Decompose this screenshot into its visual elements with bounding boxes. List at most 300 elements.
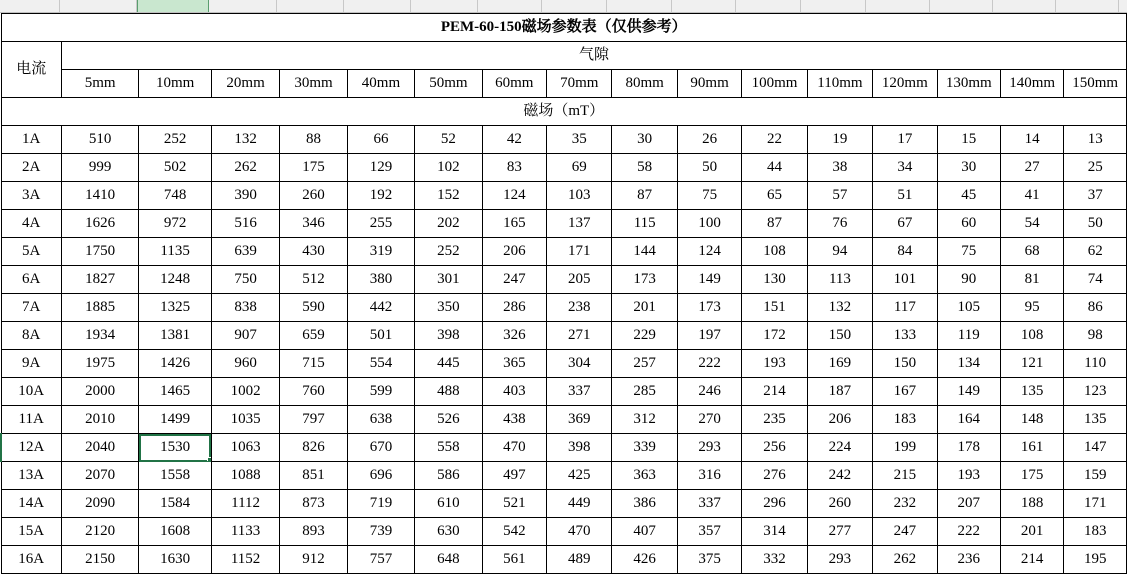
cell-2A-150mm[interactable]: 25 <box>1064 154 1127 182</box>
cell-13A-70mm[interactable]: 425 <box>547 462 612 490</box>
cell-16A-5mm[interactable]: 2150 <box>61 546 139 574</box>
cell-8A-150mm[interactable]: 98 <box>1064 322 1127 350</box>
cell-16A-120mm[interactable]: 262 <box>873 546 937 574</box>
cell-8A-120mm[interactable]: 133 <box>873 322 937 350</box>
cell-10A-130mm[interactable]: 149 <box>937 378 1000 406</box>
cell-4A-80mm[interactable]: 115 <box>612 210 677 238</box>
cell-5A-70mm[interactable]: 171 <box>547 238 612 266</box>
table-row <box>1 266 1127 294</box>
cell-7A-5mm[interactable]: 1885 <box>61 294 139 322</box>
cell-10A-5mm[interactable]: 2000 <box>61 378 139 406</box>
cell-13A-5mm[interactable]: 2070 <box>61 462 139 490</box>
cell-14A-5mm[interactable]: 2090 <box>61 490 139 518</box>
cell-12A-70mm[interactable]: 398 <box>547 434 612 462</box>
cell-5A-30mm[interactable]: 430 <box>280 238 347 266</box>
cell-16A-80mm[interactable]: 426 <box>612 546 677 574</box>
column-header-strip[interactable] <box>0 0 1127 13</box>
cell-10A-10mm[interactable]: 1465 <box>139 378 211 406</box>
cell-3A-10mm[interactable]: 748 <box>139 182 211 210</box>
gap-column-140mm: 140mm <box>1000 70 1063 98</box>
column-header-P[interactable] <box>993 0 1056 12</box>
cell-8A-100mm[interactable]: 172 <box>742 322 807 350</box>
cell-11A-30mm[interactable]: 797 <box>280 406 347 434</box>
cell-1A-150mm[interactable]: 13 <box>1064 126 1127 154</box>
cell-13A-10mm[interactable]: 1558 <box>139 462 211 490</box>
table-row <box>1 210 1127 238</box>
cell-3A-150mm[interactable]: 37 <box>1064 182 1127 210</box>
cell-11A-10mm[interactable]: 1499 <box>139 406 211 434</box>
gap-header-row <box>1 42 1127 70</box>
cell-9A-90mm[interactable]: 222 <box>677 350 741 378</box>
cell-14A-40mm[interactable]: 719 <box>347 490 414 518</box>
gap-column-100mm: 100mm <box>742 70 807 98</box>
cell-13A-100mm[interactable]: 276 <box>742 462 807 490</box>
cell-6A-20mm[interactable]: 750 <box>211 266 279 294</box>
cell-8A-130mm[interactable]: 119 <box>937 322 1000 350</box>
cell-4A-50mm[interactable]: 202 <box>415 210 482 238</box>
cell-15A-50mm[interactable]: 630 <box>415 518 482 546</box>
cell-13A-80mm[interactable]: 363 <box>612 462 677 490</box>
cell-9A-60mm[interactable]: 365 <box>482 350 546 378</box>
cell-6A-50mm[interactable]: 301 <box>415 266 482 294</box>
cell-11A-120mm[interactable]: 183 <box>873 406 937 434</box>
cell-15A-100mm[interactable]: 314 <box>742 518 807 546</box>
cell-7A-80mm[interactable]: 201 <box>612 294 677 322</box>
cell-10A-40mm[interactable]: 599 <box>347 378 414 406</box>
cell-1A-30mm[interactable]: 88 <box>280 126 347 154</box>
cell-11A-100mm[interactable]: 235 <box>742 406 807 434</box>
cell-12A-20mm[interactable]: 1063 <box>211 434 279 462</box>
cell-7A-110mm[interactable]: 132 <box>807 294 872 322</box>
cell-3A-50mm[interactable]: 152 <box>415 182 482 210</box>
cell-14A-10mm[interactable]: 1584 <box>139 490 211 518</box>
cell-13A-110mm[interactable]: 242 <box>807 462 872 490</box>
cell-3A-90mm[interactable]: 75 <box>677 182 741 210</box>
cell-8A-50mm[interactable]: 398 <box>415 322 482 350</box>
cell-9A-150mm[interactable]: 110 <box>1064 350 1127 378</box>
gap-column-130mm: 130mm <box>937 70 1000 98</box>
cell-1A-130mm[interactable]: 15 <box>937 126 1000 154</box>
cell-10A-80mm[interactable]: 285 <box>612 378 677 406</box>
cell-10A-120mm[interactable]: 167 <box>873 378 937 406</box>
table-row <box>1 294 1127 322</box>
row-header-current: 15A <box>1 518 61 546</box>
row-header-current: 3A <box>1 182 61 210</box>
cell-9A-50mm[interactable]: 445 <box>415 350 482 378</box>
cell-12A-10mm-selected[interactable]: 1530 <box>139 434 211 462</box>
row-header-current: 16A <box>1 546 61 574</box>
cell-8A-30mm[interactable]: 659 <box>280 322 347 350</box>
cell-2A-60mm[interactable]: 83 <box>482 154 546 182</box>
cell-5A-120mm[interactable]: 84 <box>873 238 937 266</box>
cell-12A-140mm[interactable]: 161 <box>1000 434 1063 462</box>
cell-12A-120mm[interactable]: 199 <box>873 434 937 462</box>
cell-15A-30mm[interactable]: 893 <box>280 518 347 546</box>
cell-16A-70mm[interactable]: 489 <box>547 546 612 574</box>
column-header-C-selected[interactable] <box>137 0 209 12</box>
cell-8A-5mm[interactable]: 1934 <box>61 322 139 350</box>
cell-6A-130mm[interactable]: 90 <box>937 266 1000 294</box>
cell-11A-80mm[interactable]: 312 <box>612 406 677 434</box>
cell-5A-140mm[interactable]: 68 <box>1000 238 1063 266</box>
column-header-Q[interactable] <box>1056 0 1119 12</box>
cell-13A-140mm[interactable]: 175 <box>1000 462 1063 490</box>
cell-14A-140mm[interactable]: 188 <box>1000 490 1063 518</box>
cell-3A-70mm[interactable]: 103 <box>547 182 612 210</box>
cell-4A-90mm[interactable]: 100 <box>677 210 741 238</box>
cell-14A-90mm[interactable]: 337 <box>677 490 741 518</box>
cell-2A-130mm[interactable]: 30 <box>937 154 1000 182</box>
cell-15A-90mm[interactable]: 357 <box>677 518 741 546</box>
cell-2A-20mm[interactable]: 262 <box>211 154 279 182</box>
column-header-J[interactable] <box>607 0 672 12</box>
cell-2A-100mm[interactable]: 44 <box>742 154 807 182</box>
cell-14A-70mm[interactable]: 449 <box>547 490 612 518</box>
row-header-current: 2A <box>1 154 61 182</box>
cell-10A-150mm[interactable]: 123 <box>1064 378 1127 406</box>
cell-2A-120mm[interactable]: 34 <box>873 154 937 182</box>
cell-1A-90mm[interactable]: 26 <box>677 126 741 154</box>
cell-7A-20mm[interactable]: 838 <box>211 294 279 322</box>
cell-8A-40mm[interactable]: 501 <box>347 322 414 350</box>
cell-12A-5mm[interactable]: 2040 <box>61 434 139 462</box>
cell-1A-140mm[interactable]: 14 <box>1000 126 1063 154</box>
cell-12A-130mm[interactable]: 178 <box>937 434 1000 462</box>
cell-5A-5mm[interactable]: 1750 <box>61 238 139 266</box>
cell-14A-50mm[interactable]: 610 <box>415 490 482 518</box>
cell-4A-100mm[interactable]: 87 <box>742 210 807 238</box>
cell-15A-110mm[interactable]: 277 <box>807 518 872 546</box>
cell-7A-100mm[interactable]: 151 <box>742 294 807 322</box>
cell-11A-150mm[interactable]: 135 <box>1064 406 1127 434</box>
cell-6A-90mm[interactable]: 149 <box>677 266 741 294</box>
cell-4A-10mm[interactable]: 972 <box>139 210 211 238</box>
cell-9A-120mm[interactable]: 150 <box>873 350 937 378</box>
cell-8A-70mm[interactable]: 271 <box>547 322 612 350</box>
cell-12A-60mm[interactable]: 470 <box>482 434 546 462</box>
row-header-current: 6A <box>1 266 61 294</box>
cell-16A-20mm[interactable]: 1152 <box>211 546 279 574</box>
column-header-A[interactable] <box>0 0 60 12</box>
cell-10A-100mm[interactable]: 214 <box>742 378 807 406</box>
column-header-O[interactable] <box>930 0 993 12</box>
cell-7A-50mm[interactable]: 350 <box>415 294 482 322</box>
cell-11A-140mm[interactable]: 148 <box>1000 406 1063 434</box>
cell-16A-50mm[interactable]: 648 <box>415 546 482 574</box>
cell-14A-60mm[interactable]: 521 <box>482 490 546 518</box>
cell-2A-10mm[interactable]: 502 <box>139 154 211 182</box>
cell-4A-140mm[interactable]: 54 <box>1000 210 1063 238</box>
cell-3A-80mm[interactable]: 87 <box>612 182 677 210</box>
cell-2A-50mm[interactable]: 102 <box>415 154 482 182</box>
cell-13A-120mm[interactable]: 215 <box>873 462 937 490</box>
cell-1A-120mm[interactable]: 17 <box>873 126 937 154</box>
cell-16A-100mm[interactable]: 332 <box>742 546 807 574</box>
cell-16A-40mm[interactable]: 757 <box>347 546 414 574</box>
cell-5A-90mm[interactable]: 124 <box>677 238 741 266</box>
cell-12A-90mm[interactable]: 293 <box>677 434 741 462</box>
cell-15A-5mm[interactable]: 2120 <box>61 518 139 546</box>
cell-8A-20mm[interactable]: 907 <box>211 322 279 350</box>
cell-1A-20mm[interactable]: 132 <box>211 126 279 154</box>
cell-1A-60mm[interactable]: 42 <box>482 126 546 154</box>
gap-column-40mm: 40mm <box>347 70 414 98</box>
cell-10A-70mm[interactable]: 337 <box>547 378 612 406</box>
row-header-current: 8A <box>1 322 61 350</box>
cell-13A-50mm[interactable]: 586 <box>415 462 482 490</box>
cell-11A-40mm[interactable]: 638 <box>347 406 414 434</box>
cell-8A-60mm[interactable]: 326 <box>482 322 546 350</box>
cell-6A-100mm[interactable]: 130 <box>742 266 807 294</box>
cell-12A-80mm[interactable]: 339 <box>612 434 677 462</box>
column-header-N[interactable] <box>866 0 930 12</box>
cell-7A-140mm[interactable]: 95 <box>1000 294 1063 322</box>
cell-3A-40mm[interactable]: 192 <box>347 182 414 210</box>
table-row <box>1 546 1127 574</box>
column-header-E[interactable] <box>277 0 344 12</box>
cell-9A-130mm[interactable]: 134 <box>937 350 1000 378</box>
cell-14A-80mm[interactable]: 386 <box>612 490 677 518</box>
cell-9A-80mm[interactable]: 257 <box>612 350 677 378</box>
gap-column-80mm: 80mm <box>612 70 677 98</box>
cell-16A-140mm[interactable]: 214 <box>1000 546 1063 574</box>
cell-14A-20mm[interactable]: 1112 <box>211 490 279 518</box>
cell-5A-100mm[interactable]: 108 <box>742 238 807 266</box>
row-header-current: 12A <box>1 434 61 462</box>
cell-15A-20mm[interactable]: 1133 <box>211 518 279 546</box>
cell-12A-150mm[interactable]: 147 <box>1064 434 1127 462</box>
cell-6A-80mm[interactable]: 173 <box>612 266 677 294</box>
cell-15A-70mm[interactable]: 470 <box>547 518 612 546</box>
cell-4A-20mm[interactable]: 516 <box>211 210 279 238</box>
cell-6A-5mm[interactable]: 1827 <box>61 266 139 294</box>
cell-4A-40mm[interactable]: 255 <box>347 210 414 238</box>
cell-4A-70mm[interactable]: 137 <box>547 210 612 238</box>
gap-group-header: 气隙 <box>61 42 1126 70</box>
cell-11A-70mm[interactable]: 369 <box>547 406 612 434</box>
cell-8A-10mm[interactable]: 1381 <box>139 322 211 350</box>
cell-4A-5mm[interactable]: 1626 <box>61 210 139 238</box>
cell-4A-130mm[interactable]: 60 <box>937 210 1000 238</box>
cell-3A-130mm[interactable]: 45 <box>937 182 1000 210</box>
cell-2A-80mm[interactable]: 58 <box>612 154 677 182</box>
cell-7A-130mm[interactable]: 105 <box>937 294 1000 322</box>
cell-16A-30mm[interactable]: 912 <box>280 546 347 574</box>
row-header-current: 10A <box>1 378 61 406</box>
cell-10A-50mm[interactable]: 488 <box>415 378 482 406</box>
cell-2A-140mm[interactable]: 27 <box>1000 154 1063 182</box>
cell-15A-10mm[interactable]: 1608 <box>139 518 211 546</box>
cell-5A-60mm[interactable]: 206 <box>482 238 546 266</box>
column-header-L[interactable] <box>736 0 801 12</box>
cell-1A-10mm[interactable]: 252 <box>139 126 211 154</box>
cell-4A-60mm[interactable]: 165 <box>482 210 546 238</box>
column-header-H[interactable] <box>478 0 542 12</box>
cell-12A-30mm[interactable]: 826 <box>280 434 347 462</box>
cell-5A-80mm[interactable]: 144 <box>612 238 677 266</box>
cell-9A-70mm[interactable]: 304 <box>547 350 612 378</box>
cell-10A-90mm[interactable]: 246 <box>677 378 741 406</box>
cell-6A-150mm[interactable]: 74 <box>1064 266 1127 294</box>
cell-6A-140mm[interactable]: 81 <box>1000 266 1063 294</box>
cell-13A-40mm[interactable]: 696 <box>347 462 414 490</box>
cell-7A-60mm[interactable]: 286 <box>482 294 546 322</box>
column-header-F[interactable] <box>344 0 411 12</box>
cell-7A-10mm[interactable]: 1325 <box>139 294 211 322</box>
cell-13A-130mm[interactable]: 193 <box>937 462 1000 490</box>
cell-15A-60mm[interactable]: 542 <box>482 518 546 546</box>
cell-13A-90mm[interactable]: 316 <box>677 462 741 490</box>
cell-7A-30mm[interactable]: 590 <box>280 294 347 322</box>
cell-4A-120mm[interactable]: 67 <box>873 210 937 238</box>
cell-13A-60mm[interactable]: 497 <box>482 462 546 490</box>
cell-14A-110mm[interactable]: 260 <box>807 490 872 518</box>
cell-3A-140mm[interactable]: 41 <box>1000 182 1063 210</box>
cell-1A-40mm[interactable]: 66 <box>347 126 414 154</box>
cell-14A-150mm[interactable]: 171 <box>1064 490 1127 518</box>
cell-10A-110mm[interactable]: 187 <box>807 378 872 406</box>
cell-15A-120mm[interactable]: 247 <box>873 518 937 546</box>
cell-10A-30mm[interactable]: 760 <box>280 378 347 406</box>
cell-15A-130mm[interactable]: 222 <box>937 518 1000 546</box>
cell-9A-110mm[interactable]: 169 <box>807 350 872 378</box>
cell-7A-120mm[interactable]: 117 <box>873 294 937 322</box>
title-row <box>1 14 1127 42</box>
table-row <box>1 154 1127 182</box>
cell-5A-40mm[interactable]: 319 <box>347 238 414 266</box>
cell-7A-90mm[interactable]: 173 <box>677 294 741 322</box>
cell-11A-20mm[interactable]: 1035 <box>211 406 279 434</box>
cell-11A-5mm[interactable]: 2010 <box>61 406 139 434</box>
cell-8A-80mm[interactable]: 229 <box>612 322 677 350</box>
cell-16A-110mm[interactable]: 293 <box>807 546 872 574</box>
cell-13A-20mm[interactable]: 1088 <box>211 462 279 490</box>
cell-8A-90mm[interactable]: 197 <box>677 322 741 350</box>
cell-10A-140mm[interactable]: 135 <box>1000 378 1063 406</box>
cell-9A-20mm[interactable]: 960 <box>211 350 279 378</box>
cell-6A-70mm[interactable]: 205 <box>547 266 612 294</box>
cell-6A-30mm[interactable]: 512 <box>280 266 347 294</box>
cell-11A-50mm[interactable]: 526 <box>415 406 482 434</box>
cell-15A-150mm[interactable]: 183 <box>1064 518 1127 546</box>
column-header-K[interactable] <box>672 0 736 12</box>
cell-12A-110mm[interactable]: 224 <box>807 434 872 462</box>
cell-5A-130mm[interactable]: 75 <box>937 238 1000 266</box>
cell-14A-120mm[interactable]: 232 <box>873 490 937 518</box>
cell-2A-5mm[interactable]: 999 <box>61 154 139 182</box>
gap-column-60mm: 60mm <box>482 70 546 98</box>
cell-3A-60mm[interactable]: 124 <box>482 182 546 210</box>
cell-1A-5mm[interactable]: 510 <box>61 126 139 154</box>
cell-4A-30mm[interactable]: 346 <box>280 210 347 238</box>
cell-5A-20mm[interactable]: 639 <box>211 238 279 266</box>
cell-14A-30mm[interactable]: 873 <box>280 490 347 518</box>
cell-3A-30mm[interactable]: 260 <box>280 182 347 210</box>
column-header-B[interactable] <box>60 0 137 12</box>
table-row <box>1 462 1127 490</box>
cell-3A-120mm[interactable]: 51 <box>873 182 937 210</box>
cell-2A-110mm[interactable]: 38 <box>807 154 872 182</box>
cell-6A-110mm[interactable]: 113 <box>807 266 872 294</box>
cell-9A-30mm[interactable]: 715 <box>280 350 347 378</box>
cell-3A-100mm[interactable]: 65 <box>742 182 807 210</box>
cell-2A-30mm[interactable]: 175 <box>280 154 347 182</box>
cell-11A-110mm[interactable]: 206 <box>807 406 872 434</box>
cell-9A-5mm[interactable]: 1975 <box>61 350 139 378</box>
cell-15A-80mm[interactable]: 407 <box>612 518 677 546</box>
cell-9A-10mm[interactable]: 1426 <box>139 350 211 378</box>
cell-7A-40mm[interactable]: 442 <box>347 294 414 322</box>
cell-16A-60mm[interactable]: 561 <box>482 546 546 574</box>
cell-10A-60mm[interactable]: 403 <box>482 378 546 406</box>
cell-9A-100mm[interactable]: 193 <box>742 350 807 378</box>
cell-16A-150mm[interactable]: 195 <box>1064 546 1127 574</box>
cell-15A-40mm[interactable]: 739 <box>347 518 414 546</box>
column-header-I[interactable] <box>542 0 607 12</box>
cell-1A-80mm[interactable]: 30 <box>612 126 677 154</box>
cell-1A-70mm[interactable]: 35 <box>547 126 612 154</box>
gap-column-5mm: 5mm <box>61 70 139 98</box>
column-header-M[interactable] <box>801 0 866 12</box>
cell-8A-110mm[interactable]: 150 <box>807 322 872 350</box>
cell-11A-90mm[interactable]: 270 <box>677 406 741 434</box>
cell-5A-10mm[interactable]: 1135 <box>139 238 211 266</box>
cell-7A-150mm[interactable]: 86 <box>1064 294 1127 322</box>
cell-7A-70mm[interactable]: 238 <box>547 294 612 322</box>
column-header-G[interactable] <box>411 0 478 12</box>
cell-9A-140mm[interactable]: 121 <box>1000 350 1063 378</box>
cell-1A-50mm[interactable]: 52 <box>415 126 482 154</box>
cell-5A-50mm[interactable]: 252 <box>415 238 482 266</box>
cell-4A-150mm[interactable]: 50 <box>1064 210 1127 238</box>
row-header-current: 14A <box>1 490 61 518</box>
cell-14A-100mm[interactable]: 296 <box>742 490 807 518</box>
cell-12A-100mm[interactable]: 256 <box>742 434 807 462</box>
cell-5A-110mm[interactable]: 94 <box>807 238 872 266</box>
cell-16A-10mm[interactable]: 1630 <box>139 546 211 574</box>
cell-6A-10mm[interactable]: 1248 <box>139 266 211 294</box>
cell-6A-40mm[interactable]: 380 <box>347 266 414 294</box>
cell-1A-100mm[interactable]: 22 <box>742 126 807 154</box>
cell-15A-140mm[interactable]: 201 <box>1000 518 1063 546</box>
cell-5A-150mm[interactable]: 62 <box>1064 238 1127 266</box>
cell-3A-110mm[interactable]: 57 <box>807 182 872 210</box>
cell-13A-150mm[interactable]: 159 <box>1064 462 1127 490</box>
cell-4A-110mm[interactable]: 76 <box>807 210 872 238</box>
cell-14A-130mm[interactable]: 207 <box>937 490 1000 518</box>
cell-1A-110mm[interactable]: 19 <box>807 126 872 154</box>
cell-16A-90mm[interactable]: 375 <box>677 546 741 574</box>
cell-13A-30mm[interactable]: 851 <box>280 462 347 490</box>
cell-3A-5mm[interactable]: 1410 <box>61 182 139 210</box>
cell-2A-70mm[interactable]: 69 <box>547 154 612 182</box>
current-column-header: 电流 <box>1 42 61 98</box>
cell-2A-90mm[interactable]: 50 <box>677 154 741 182</box>
cell-11A-60mm[interactable]: 438 <box>482 406 546 434</box>
column-header-D[interactable] <box>209 0 277 12</box>
cell-9A-40mm[interactable]: 554 <box>347 350 414 378</box>
cell-2A-40mm[interactable]: 129 <box>347 154 414 182</box>
cell-6A-60mm[interactable]: 247 <box>482 266 546 294</box>
cell-12A-50mm[interactable]: 558 <box>415 434 482 462</box>
cell-16A-130mm[interactable]: 236 <box>937 546 1000 574</box>
cell-12A-40mm[interactable]: 670 <box>347 434 414 462</box>
cell-11A-130mm[interactable]: 164 <box>937 406 1000 434</box>
cell-8A-140mm[interactable]: 108 <box>1000 322 1063 350</box>
cell-6A-120mm[interactable]: 101 <box>873 266 937 294</box>
cell-10A-20mm[interactable]: 1002 <box>211 378 279 406</box>
cell-3A-20mm[interactable]: 390 <box>211 182 279 210</box>
